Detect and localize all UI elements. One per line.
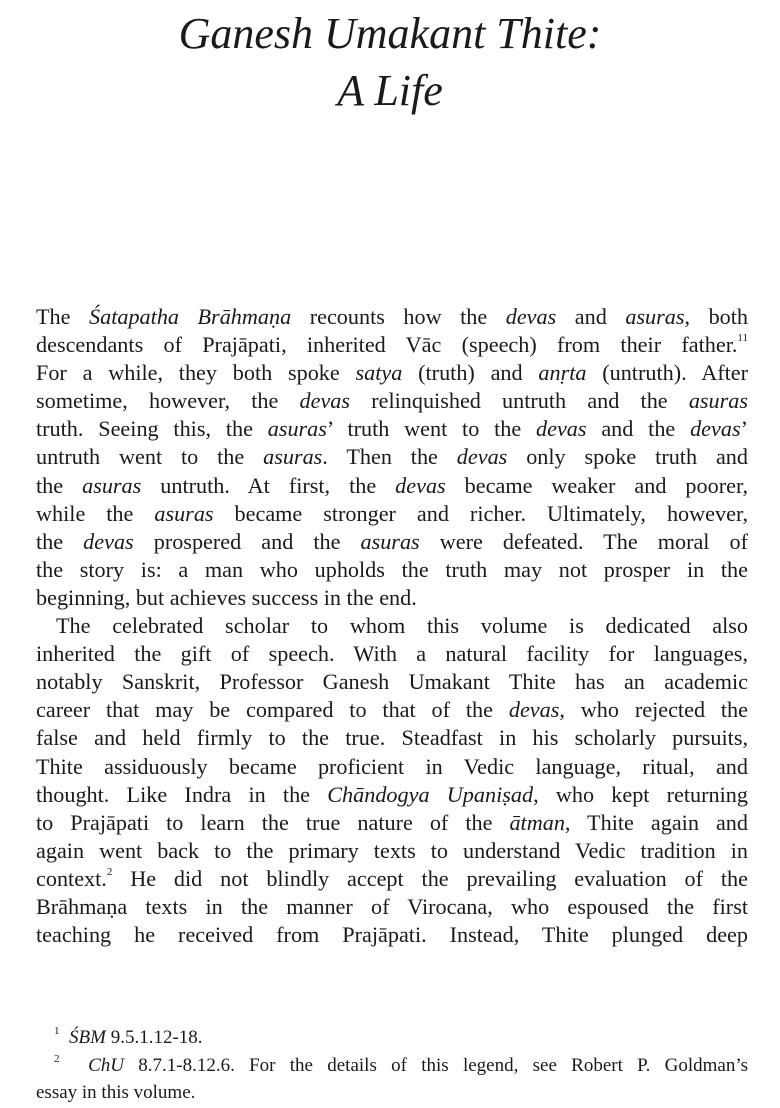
text-run: untruth went to the [36,444,264,470]
footnote-2-continued: essay in this volume. [36,1082,196,1103]
text-run: context. [36,865,107,891]
text-run: notably Sanskrit, Professor Ganesh Umakant Thite has an academic [36,669,748,695]
text-run: beginning, but achieves success in the end. [36,584,417,610]
text-line [36,837,748,865]
text-run: prospered and the [133,528,361,554]
text-line [36,612,748,640]
italic-term: Śatapatha Brāhmaṇa [89,304,292,329]
footnote-abbr: ChU [88,1054,124,1076]
text-line [36,415,748,443]
text-run: to Prajāpati to learn the true nature of the [36,809,510,835]
text-line [36,303,748,331]
text-run: were defeated. The moral of [419,528,748,554]
text-run: , both [684,304,749,329]
text-run: again went back to the primary texts to understand Vedic tradition in [36,837,748,863]
text-run: career that may be compared to that of the [36,697,509,723]
text-run: Thite assiduously became proficient in Vedic language, ritual, and [36,753,748,779]
text-line [36,921,748,949]
footnote-reference: 2 [106,865,113,878]
text-run: Brāhmaṇa texts in the manner of Virocana, who espoused the first [36,893,748,919]
text-run: He did not blindly accept the prevailing evaluation of the [112,865,748,891]
text-line [36,809,748,837]
text-run: and [556,304,626,329]
text-run: teaching he received from Prajāpati. Instead, Thite plunged deep [36,922,748,948]
italic-term: devas [456,444,508,470]
text-run: , Thite again and [564,809,748,835]
italic-term: asuras [154,500,214,526]
text-run: the [36,472,83,498]
text-run: sometime, however, the [36,388,300,414]
italic-term: devas [395,472,446,498]
text-run: thought. Like Indra in the [36,781,328,807]
italic-term: anṛta [538,360,587,386]
text-run: became weaker and poorer, [445,472,749,498]
text-line [36,584,748,612]
italic-term: asuras [625,304,685,329]
text-run: The [36,304,90,329]
text-run: the story is: a man who upholds the truth may not prosper in the [36,556,748,582]
text-run: (untruth). After [586,360,749,386]
italic-term: devas [536,416,587,442]
text-run: inherited the gift of speech. With a natural facility for languages, [36,641,748,667]
chapter-title-line-1: Ganesh Umakant Thite: [178,9,602,58]
text-line [36,472,748,500]
text-line [36,387,748,415]
italic-term: devas [83,528,134,554]
text-line [36,696,748,724]
text-run: (truth) and [402,360,539,386]
text-run: The celebrated scholar to whom this volume is dedicated also [56,613,748,639]
italic-term: ātman [509,809,565,835]
footnote-abbr: ŚBM [69,1027,106,1048]
text-run: untruth. At first, the [141,472,396,498]
text-run: relinquished untruth and the [350,388,689,414]
text-run: recounts how the [291,304,506,329]
text-run: became stronger and richer. Ultimately, however, [213,500,748,526]
text-line [36,443,748,471]
body-text [36,303,748,949]
text-line [36,668,748,696]
footnote-reference: 11 [737,332,748,345]
text-run: the [36,528,84,554]
text-run: while the [36,500,155,526]
footnote-marker: 2 [54,1052,60,1065]
italic-term: asuras [360,528,420,554]
text-line [36,893,748,921]
footnotes [36,1024,748,1107]
text-run: ’ [740,416,748,442]
text-run: and the [586,416,691,442]
text-run: only spoke truth and [507,444,748,470]
text-line [36,556,748,584]
text-run: ’ truth went to the [326,416,537,442]
text-line [36,781,748,809]
italic-term: Chāndogya Upaniṣad [327,781,534,807]
text-line [36,500,748,528]
chapter-title-line-2: A Life [337,66,443,115]
text-run: . Then the [322,444,457,470]
italic-term: devas [299,388,351,414]
italic-term: asuras [267,416,327,442]
italic-term: devas [505,304,557,329]
footnote-text: 9.5.1.12-18. [105,1027,203,1048]
italic-term: devas [690,416,741,442]
italic-term: asuras [688,388,749,414]
text-run: , who kept returning [533,781,748,807]
text-run: false and held firmly to the true. Steadfast in his scholarly pursuits, [36,725,748,751]
text-run: , who rejected the [559,697,748,723]
text-line [36,359,748,387]
text-line [36,528,748,556]
text-line [36,753,748,781]
text-line [36,640,748,668]
footnote-1 [36,1024,748,1052]
italic-term: devas [508,697,560,723]
text-line [36,865,748,893]
italic-term: satya [355,360,403,386]
text-line [36,331,748,359]
italic-term: asuras [82,472,142,498]
italic-term: asuras [263,444,323,470]
text-run: For a while, they both spoke [36,360,356,386]
text-run: descendants of Prajāpati, inherited Vāc (speech) from their father. [36,332,738,358]
footnote-marker: 1 [54,1025,60,1037]
footnote-2 [36,1052,748,1080]
text-run: truth. Seeing this, the [36,416,268,442]
text-line [36,724,748,752]
footnote-text: 8.7.1-8.12.6. For the details of this legend, see Robert P. Goldman’s [123,1054,749,1076]
